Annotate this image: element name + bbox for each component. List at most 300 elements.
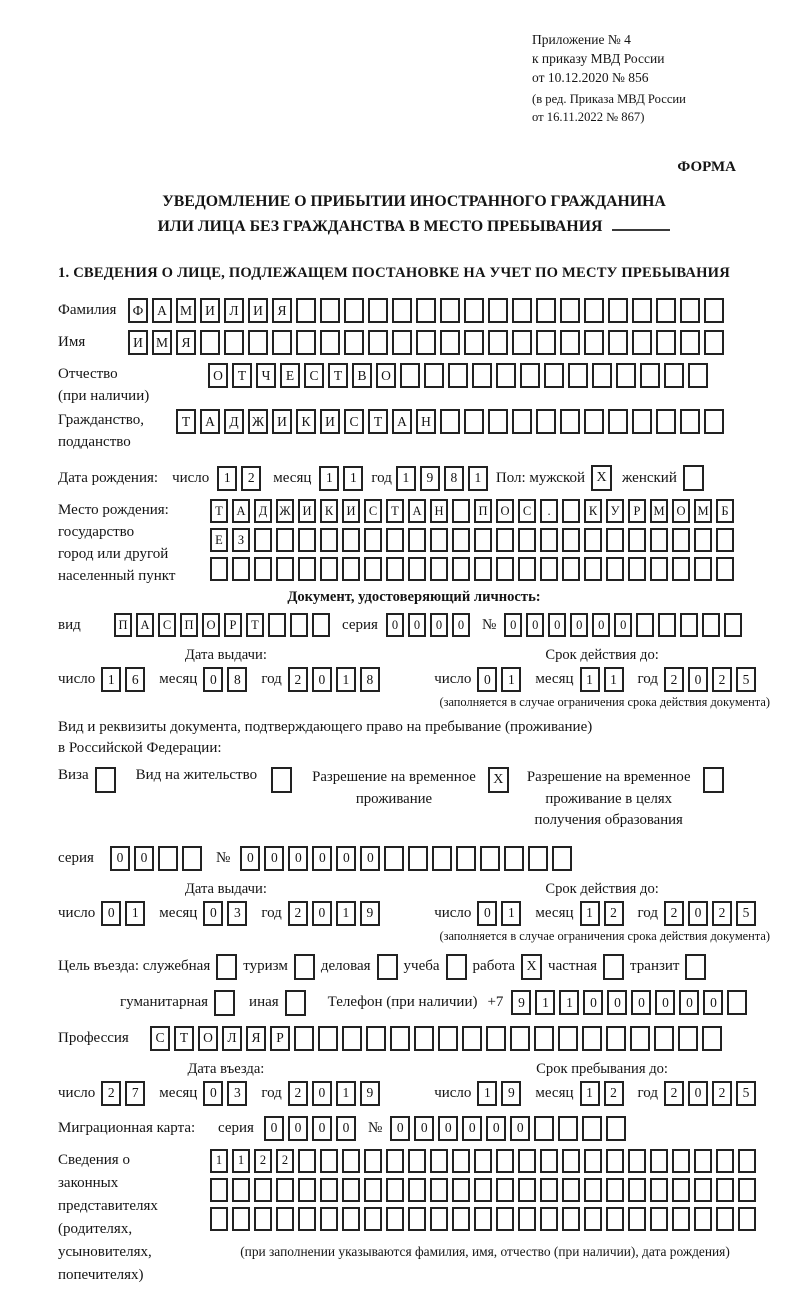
char-box[interactable] [342,1207,360,1231]
char-box[interactable] [536,330,556,355]
char-box[interactable] [462,1026,482,1051]
char-box[interactable]: 0 [264,846,284,871]
char-box[interactable] [224,330,244,355]
char-box[interactable]: А [136,613,154,637]
char-box[interactable] [318,1026,338,1051]
char-box[interactable] [342,1026,362,1051]
char-box[interactable]: М [694,499,712,523]
char-box[interactable] [562,1207,580,1231]
char-box[interactable] [562,557,580,581]
char-box[interactable] [430,528,448,552]
char-box[interactable]: О [376,363,396,388]
char-box[interactable]: Б [716,499,734,523]
char-box[interactable] [392,330,412,355]
char-box[interactable]: И [272,409,292,434]
char-box[interactable]: Т [368,409,388,434]
char-box[interactable]: 0 [312,1116,332,1141]
char-box[interactable] [704,330,724,355]
char-box[interactable] [544,363,564,388]
char-box[interactable]: И [200,298,220,323]
char-box[interactable]: 0 [408,613,426,637]
char-box[interactable] [562,499,580,523]
char-box[interactable]: У [606,499,624,523]
char-box[interactable]: Т [232,363,252,388]
char-box[interactable] [562,528,580,552]
char-box[interactable]: Ф [128,298,148,323]
char-box[interactable] [452,1178,470,1202]
char-box[interactable] [672,557,690,581]
char-box[interactable]: 0 [386,613,404,637]
char-box[interactable] [386,528,404,552]
char-box[interactable] [628,528,646,552]
char-box[interactable]: 2 [712,1081,732,1106]
char-box[interactable]: 1 [580,901,600,926]
char-box[interactable] [344,298,364,323]
char-box[interactable]: 2 [712,901,732,926]
char-box[interactable] [724,613,742,637]
char-box[interactable]: 1 [101,667,121,692]
char-box[interactable] [254,528,272,552]
char-box[interactable] [480,846,500,871]
char-box[interactable] [456,846,476,871]
char-box[interactable]: 5 [736,1081,756,1106]
char-box[interactable] [606,557,624,581]
char-box[interactable]: П [114,613,132,637]
char-box[interactable]: Л [222,1026,242,1051]
char-box[interactable]: 1 [343,466,363,491]
char-box[interactable]: Н [430,499,448,523]
char-box[interactable]: 0 [240,846,260,871]
char-box[interactable] [606,528,624,552]
char-box[interactable]: 0 [312,1081,332,1106]
char-box[interactable] [650,1207,668,1231]
char-box[interactable]: 0 [203,667,223,692]
char-box[interactable]: 1 [232,1149,250,1173]
char-box[interactable] [584,1207,602,1231]
char-box[interactable] [680,298,700,323]
char-box[interactable] [694,1207,712,1231]
char-box[interactable] [606,1116,626,1141]
char-box[interactable] [656,409,676,434]
char-box[interactable]: Я [272,298,292,323]
char-box[interactable]: Ж [248,409,268,434]
char-box[interactable]: Т [174,1026,194,1051]
char-box[interactable]: Т [328,363,348,388]
visa-checkbox[interactable] [95,767,116,793]
char-box[interactable] [540,1149,558,1173]
char-box[interactable] [232,557,250,581]
char-box[interactable]: 0 [631,990,651,1015]
char-box[interactable]: 9 [360,1081,380,1106]
char-box[interactable]: 8 [227,667,247,692]
char-box[interactable] [704,298,724,323]
char-box[interactable] [276,557,294,581]
char-box[interactable] [408,1207,426,1231]
char-box[interactable] [636,613,654,637]
char-box[interactable] [716,557,734,581]
char-box[interactable] [312,613,330,637]
char-box[interactable] [392,298,412,323]
char-box[interactable] [628,557,646,581]
char-box[interactable]: 3 [227,1081,247,1106]
char-box[interactable] [650,528,668,552]
char-box[interactable]: 1 [559,990,579,1015]
char-box[interactable] [702,613,720,637]
char-box[interactable] [268,613,286,637]
char-box[interactable] [727,990,747,1015]
char-box[interactable]: 1 [210,1149,228,1173]
char-box[interactable] [474,528,492,552]
char-box[interactable]: 0 [477,901,497,926]
char-box[interactable]: 1 [336,901,356,926]
char-box[interactable]: 1 [501,901,521,926]
char-box[interactable] [248,330,268,355]
char-box[interactable]: 0 [570,613,588,637]
char-box[interactable]: 1 [396,466,416,491]
char-box[interactable] [678,1026,698,1051]
char-box[interactable] [608,330,628,355]
char-box[interactable] [210,1178,228,1202]
char-box[interactable] [716,1178,734,1202]
char-box[interactable]: 0 [203,1081,223,1106]
char-box[interactable] [694,1149,712,1173]
sex-female-checkbox[interactable] [683,465,704,491]
char-box[interactable] [606,1207,624,1231]
char-box[interactable] [672,1149,690,1173]
char-box[interactable] [276,528,294,552]
char-box[interactable]: 0 [336,846,356,871]
char-box[interactable]: А [152,298,172,323]
char-box[interactable] [474,1207,492,1231]
char-box[interactable]: 1 [217,466,237,491]
char-box[interactable]: 0 [688,667,708,692]
char-box[interactable]: И [128,330,148,355]
char-box[interactable]: 0 [510,1116,530,1141]
char-box[interactable]: 0 [203,901,223,926]
char-box[interactable] [540,557,558,581]
char-box[interactable]: 9 [420,466,440,491]
char-box[interactable]: И [248,298,268,323]
char-box[interactable]: 0 [679,990,699,1015]
char-box[interactable] [628,1178,646,1202]
char-box[interactable] [298,557,316,581]
char-box[interactable]: М [650,499,668,523]
char-box[interactable]: 0 [688,1081,708,1106]
business-checkbox[interactable] [377,954,398,980]
char-box[interactable] [430,1178,448,1202]
char-box[interactable]: 1 [125,901,145,926]
char-box[interactable] [560,298,580,323]
char-box[interactable]: С [158,613,176,637]
char-box[interactable] [430,557,448,581]
char-box[interactable]: 8 [360,667,380,692]
char-box[interactable]: 0 [101,901,121,926]
char-box[interactable]: 2 [241,466,261,491]
char-box[interactable] [592,363,612,388]
char-box[interactable] [694,557,712,581]
official-checkbox[interactable] [216,954,237,980]
char-box[interactable] [540,1207,558,1231]
char-box[interactable] [704,409,724,434]
char-box[interactable]: 0 [452,613,470,637]
title-blank-underline[interactable] [612,220,670,231]
char-box[interactable] [658,613,676,637]
char-box[interactable] [290,613,308,637]
char-box[interactable] [430,1149,448,1173]
char-box[interactable] [608,298,628,323]
char-box[interactable]: 0 [583,990,603,1015]
char-box[interactable]: 2 [288,901,308,926]
char-box[interactable] [504,846,524,871]
char-box[interactable]: 1 [604,667,624,692]
char-box[interactable] [254,1178,272,1202]
char-box[interactable] [496,1207,514,1231]
char-box[interactable]: . [540,499,558,523]
char-box[interactable] [200,330,220,355]
char-box[interactable]: И [298,499,316,523]
char-box[interactable]: 2 [101,1081,121,1106]
char-box[interactable] [254,1207,272,1231]
char-box[interactable]: 6 [125,667,145,692]
char-box[interactable] [298,1149,316,1173]
char-box[interactable] [386,1149,404,1173]
char-box[interactable] [680,613,698,637]
char-box[interactable] [368,330,388,355]
char-box[interactable] [528,846,548,871]
char-box[interactable] [430,1207,448,1231]
char-box[interactable] [518,1207,536,1231]
char-box[interactable] [488,330,508,355]
char-box[interactable] [424,363,444,388]
char-box[interactable]: 2 [288,667,308,692]
char-box[interactable] [474,557,492,581]
char-box[interactable] [512,298,532,323]
char-box[interactable]: К [320,499,338,523]
char-box[interactable]: Ж [276,499,294,523]
char-box[interactable]: С [304,363,324,388]
study-checkbox[interactable] [446,954,467,980]
char-box[interactable]: О [496,499,514,523]
char-box[interactable] [540,528,558,552]
char-box[interactable] [298,1207,316,1231]
char-box[interactable] [518,528,536,552]
char-box[interactable]: 1 [336,667,356,692]
char-box[interactable] [452,499,470,523]
char-box[interactable] [716,528,734,552]
char-box[interactable] [464,330,484,355]
char-box[interactable] [582,1116,602,1141]
char-box[interactable] [366,1026,386,1051]
char-box[interactable]: 0 [430,613,448,637]
char-box[interactable]: П [180,613,198,637]
char-box[interactable] [632,298,652,323]
char-box[interactable] [664,363,684,388]
char-box[interactable] [440,298,460,323]
char-box[interactable]: Д [224,409,244,434]
char-box[interactable]: А [232,499,250,523]
char-box[interactable]: 1 [477,1081,497,1106]
char-box[interactable]: 8 [444,466,464,491]
char-box[interactable]: 0 [607,990,627,1015]
char-box[interactable] [512,409,532,434]
char-box[interactable] [632,409,652,434]
char-box[interactable] [364,1207,382,1231]
char-box[interactable] [650,1178,668,1202]
char-box[interactable]: 0 [688,901,708,926]
char-box[interactable]: 0 [110,846,130,871]
char-box[interactable]: 2 [276,1149,294,1173]
char-box[interactable] [342,1149,360,1173]
char-box[interactable] [552,846,572,871]
char-box[interactable] [232,1207,250,1231]
char-box[interactable]: 0 [264,1116,284,1141]
char-box[interactable] [606,1178,624,1202]
char-box[interactable]: 0 [288,846,308,871]
char-box[interactable]: 0 [504,613,522,637]
char-box[interactable]: О [672,499,690,523]
char-box[interactable] [628,1149,646,1173]
char-box[interactable]: 0 [134,846,154,871]
char-box[interactable] [716,1207,734,1231]
char-box[interactable] [672,528,690,552]
char-box[interactable]: 0 [414,1116,434,1141]
char-box[interactable]: М [152,330,172,355]
char-box[interactable] [432,846,452,871]
char-box[interactable] [560,409,580,434]
char-box[interactable] [562,1178,580,1202]
char-box[interactable] [342,528,360,552]
char-box[interactable]: 0 [438,1116,458,1141]
char-box[interactable] [562,1149,580,1173]
char-box[interactable]: 0 [477,667,497,692]
char-box[interactable]: 0 [703,990,723,1015]
char-box[interactable]: Д [254,499,272,523]
char-box[interactable]: 2 [604,901,624,926]
char-box[interactable] [440,409,460,434]
char-box[interactable] [584,1149,602,1173]
char-box[interactable] [452,1207,470,1231]
char-box[interactable] [386,557,404,581]
char-box[interactable] [342,557,360,581]
char-box[interactable] [298,528,316,552]
char-box[interactable] [272,330,292,355]
char-box[interactable] [654,1026,674,1051]
char-box[interactable] [584,409,604,434]
char-box[interactable]: 2 [254,1149,272,1173]
char-box[interactable] [534,1116,554,1141]
char-box[interactable] [738,1149,756,1173]
char-box[interactable]: 2 [604,1081,624,1106]
char-box[interactable] [182,846,202,871]
char-box[interactable]: О [208,363,228,388]
char-box[interactable]: Т [176,409,196,434]
char-box[interactable] [452,557,470,581]
char-box[interactable] [672,1178,690,1202]
temp-permit-edu-checkbox[interactable] [703,767,724,793]
char-box[interactable] [536,298,556,323]
char-box[interactable] [472,363,492,388]
char-box[interactable] [606,1149,624,1173]
char-box[interactable]: З [232,528,250,552]
char-box[interactable] [298,1178,316,1202]
char-box[interactable] [558,1026,578,1051]
char-box[interactable]: И [342,499,360,523]
char-box[interactable]: 1 [535,990,555,1015]
char-box[interactable] [232,1178,250,1202]
char-box[interactable]: 0 [312,846,332,871]
char-box[interactable] [488,298,508,323]
char-box[interactable] [408,1149,426,1173]
char-box[interactable] [632,330,652,355]
char-box[interactable] [536,409,556,434]
char-box[interactable] [680,330,700,355]
char-box[interactable] [568,363,588,388]
char-box[interactable] [582,1026,602,1051]
char-box[interactable] [558,1116,578,1141]
char-box[interactable]: 1 [580,667,600,692]
char-box[interactable]: 2 [664,1081,684,1106]
char-box[interactable]: 2 [288,1081,308,1106]
char-box[interactable] [518,1149,536,1173]
char-box[interactable]: Е [210,528,228,552]
char-box[interactable]: О [198,1026,218,1051]
char-box[interactable] [342,1178,360,1202]
sex-male-checkbox[interactable]: X [591,465,612,491]
char-box[interactable] [364,1149,382,1173]
char-box[interactable] [694,528,712,552]
char-box[interactable] [210,557,228,581]
char-box[interactable] [518,1178,536,1202]
char-box[interactable] [650,557,668,581]
char-box[interactable]: П [474,499,492,523]
char-box[interactable] [416,298,436,323]
char-box[interactable] [518,557,536,581]
char-box[interactable]: 0 [312,667,332,692]
char-box[interactable] [296,330,316,355]
char-box[interactable] [496,1178,514,1202]
char-box[interactable] [496,363,516,388]
char-box[interactable] [488,409,508,434]
char-box[interactable] [650,1149,668,1173]
char-box[interactable] [560,330,580,355]
char-box[interactable]: 0 [462,1116,482,1141]
transit-checkbox[interactable] [685,954,706,980]
char-box[interactable] [496,528,514,552]
char-box[interactable] [320,298,340,323]
char-box[interactable]: 0 [614,613,632,637]
char-box[interactable] [584,330,604,355]
char-box[interactable] [254,557,272,581]
char-box[interactable]: 0 [336,1116,356,1141]
char-box[interactable] [474,1149,492,1173]
char-box[interactable]: 0 [486,1116,506,1141]
char-box[interactable] [320,1207,338,1231]
char-box[interactable] [452,1149,470,1173]
char-box[interactable]: Р [224,613,242,637]
char-box[interactable] [416,330,436,355]
char-box[interactable]: В [352,363,372,388]
char-box[interactable]: 0 [526,613,544,637]
char-box[interactable]: 3 [227,901,247,926]
other-checkbox[interactable] [285,990,306,1016]
char-box[interactable] [716,1149,734,1173]
char-box[interactable] [540,1178,558,1202]
char-box[interactable] [390,1026,410,1051]
char-box[interactable] [294,1026,314,1051]
char-box[interactable] [616,363,636,388]
char-box[interactable]: 2 [664,667,684,692]
char-box[interactable]: С [150,1026,170,1051]
